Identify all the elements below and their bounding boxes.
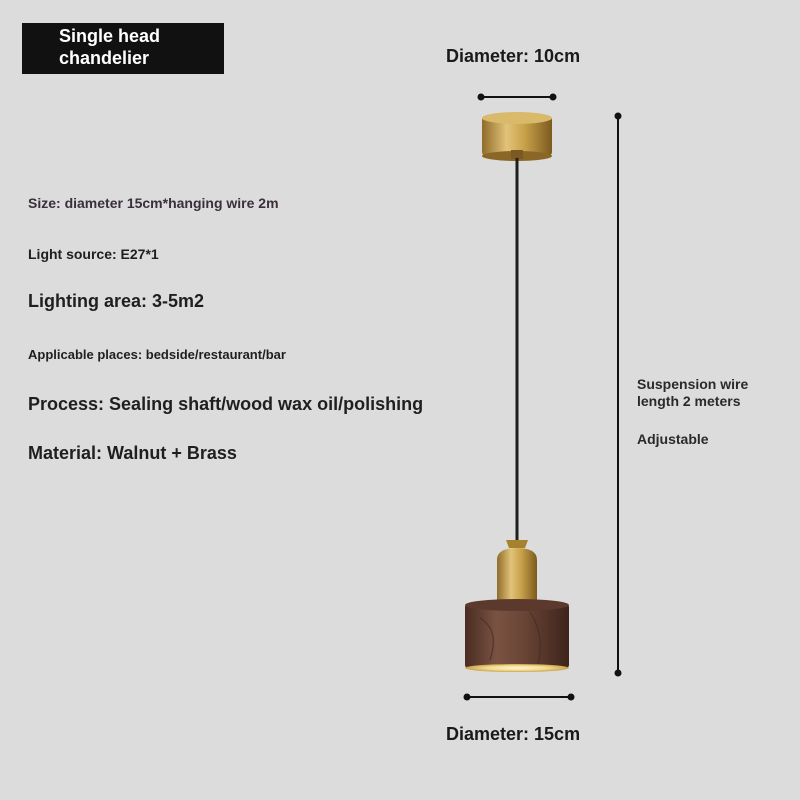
shade-diameter-label: Diameter: 15cm — [446, 724, 581, 744]
spec-light-source: Light source: E27*1 — [28, 246, 159, 262]
spec-size: Size: diameter 15cm*hanging wire 2m — [28, 195, 279, 211]
canopy-diameter-label: Diameter: 10cm — [446, 46, 581, 66]
brass-socket — [497, 540, 537, 606]
brass-canopy — [482, 112, 552, 161]
walnut-shade — [465, 599, 569, 672]
title-text: Single head chandelier — [59, 26, 161, 68]
spec-material: Material: Walnut + Brass — [28, 443, 237, 463]
spec-process: Process: Sealing shaft/wood wax oil/polishing — [28, 394, 424, 414]
wire-length-note: Suspension wire length 2 meters — [637, 376, 749, 409]
canopy-dimension-line — [478, 94, 557, 101]
shade-dimension-line — [464, 694, 575, 701]
wire-length-dimension-line — [615, 113, 622, 677]
spec-lighting-area: Lighting area: 3-5m2 — [28, 291, 205, 311]
spec-applicable-places: Applicable places: bedside/restaurant/bar — [28, 347, 286, 362]
adjustable-note: Adjustable — [637, 431, 709, 447]
